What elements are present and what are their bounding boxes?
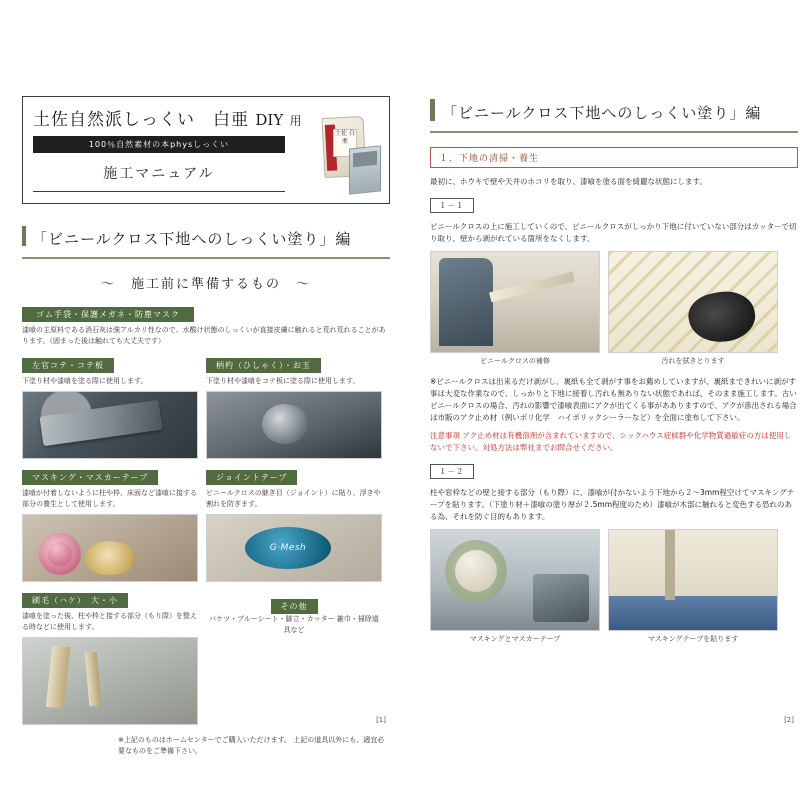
- item-trowel-label: 左官コテ・コテ板: [22, 358, 114, 373]
- substep-1-1-number: １－１: [430, 198, 474, 213]
- photo-row-2: [430, 529, 798, 644]
- item-gear: [22, 302, 390, 347]
- item-gear-label: ゴム手袋・保護メガネ・防塵マスク: [22, 307, 194, 322]
- photo-trowel: [22, 391, 198, 459]
- substep-1-2-text: 柱や窓枠などの壁と接する部分（もり際）に、漆喰が付かないよう下地から２～3mm程空けてマスキングテープを貼ります。（下塗り材＋漆喰の塗り厚が２.5mm程度のため）漆喰が木部に触れると変色する恐れのある為、それを防ぐ目的もあります。: [430, 488, 795, 521]
- item-masking-desc: 漆喰が付着しないように柱や枠、床面など漆喰に接する部分の養生として使用します。: [22, 489, 197, 508]
- photo-apply-masking-tape: [608, 529, 778, 631]
- item-brush-label: 刷毛（ハケ） 大・小: [22, 593, 128, 608]
- photo-block-tape-apply: [608, 529, 778, 644]
- step-intro: 最初に、ホウキで壁や天井のホコリを取り、漆喰を塗る面を綺麗な状態にします。: [430, 177, 707, 186]
- item-masking-label: マスキング・マスカーテープ: [22, 470, 158, 485]
- heading-accent-bar: [22, 226, 26, 246]
- photo-cross-repair-caption: ビニールクロスの補修: [480, 357, 550, 365]
- item-trowel: [22, 353, 198, 459]
- left-page-number: [1]: [376, 716, 386, 724]
- heading-accent-bar-right: [430, 99, 435, 121]
- left-chapter-heading: [22, 222, 390, 259]
- warning-note-label: 注意事項: [430, 431, 460, 440]
- cover-title-main: 土佐自然派しっくい 白亜: [33, 110, 249, 130]
- item-row-2: [22, 465, 390, 582]
- photo-block-wipe: [608, 251, 778, 366]
- left-note: ※上記のものはホームセンターでご購入いただけます。 上記の道具以外にも、適宜必要なものをご準備下さい。: [118, 736, 385, 755]
- right-chapter-title: 「ビニールクロス下地へのしっくい塗り」編: [442, 104, 762, 122]
- right-chapter-heading: [430, 96, 798, 133]
- photo-masking-and-masker: [430, 529, 600, 631]
- bag-label: 土佐 白亜: [333, 129, 357, 157]
- left-chapter-title: 「ビニールクロス下地へのしっくい塗り」編: [32, 230, 352, 248]
- item-row-3: [22, 588, 390, 725]
- item-masking: [22, 465, 198, 582]
- item-other-label: その他: [271, 599, 318, 614]
- warning-text: ※ビニールクロスは出来るだけ剥がし、裏紙も全て剥がす事をお薦めしていますが、裏紙まできれいに剥がす事は大変な作業なので、しっかりと下地に接着し汚れも無ありない状態であれば、そのまま施工します。古いビニールクロスの場合、汚れの影響で漆喰表面にアクが出てくる事があありますので、アクが滲出される場合は市販のアク止め材（例いポリ化学 ハイポリックシーラーなど）を全面に塗布して下さい。: [430, 377, 797, 422]
- product-photo: [319, 115, 381, 193]
- cover-divider: [33, 191, 285, 192]
- photo-masking-and-masker-caption: マスキングとマスカーテープ: [469, 635, 561, 643]
- item-row-1: [22, 353, 390, 459]
- photo-ladle: [206, 391, 382, 459]
- page-right: [430, 96, 798, 726]
- photo-block-repair: [430, 251, 600, 366]
- photo-masking-tape: [22, 514, 198, 582]
- cover-box: [22, 96, 390, 204]
- item-ladle-label: 柄杓（ひしゃく）・お玉: [206, 358, 321, 373]
- display-stand: [349, 145, 381, 194]
- item-joint-tape-label: ジョイントテープ: [206, 470, 297, 485]
- photo-joint-tape: [206, 514, 382, 582]
- photo-block-tape-set: [430, 529, 600, 644]
- photo-apply-masking-tape-caption: マスキングテープを貼ります: [647, 635, 739, 643]
- photo-brush: [22, 637, 198, 725]
- item-other: [206, 594, 382, 725]
- warning-note-body: アク止め材は有機溶剤が含まれていますので、シックハウス症候群や化学物質過敏症の方は使用しないで下さい。対処方法は弊社までお問合せください。: [430, 431, 792, 452]
- warning-note: [430, 430, 798, 454]
- substep-1-2-number: １－２: [430, 464, 474, 479]
- item-gear-desc: 漆喰の主原料である消石灰は強アルカリ性なので、水酸け状態のしっくいが直接皮膚に触れると荒れ荒れることがあります。（固まった後は触れても大丈夫です）: [22, 326, 386, 345]
- page-left: [22, 96, 390, 755]
- photo-row-1: [430, 251, 798, 366]
- cover-band: 100％自然素材の本physしっくい: [33, 136, 285, 153]
- photo-cross-repair: [430, 251, 600, 353]
- photo-wipe-dirt-caption: 汚れを拭きとります: [661, 357, 725, 365]
- photo-wipe-dirt: [608, 251, 778, 353]
- item-joint-tape-desc: ビニールクロスの継ぎ目（ジョイント）に貼り、浮きや割れを防ぎます。: [206, 489, 381, 508]
- item-joint-tape: [206, 465, 382, 582]
- item-ladle: [206, 353, 382, 459]
- prepare-title: ～ 施工前に準備するもの ～: [100, 277, 311, 292]
- item-other-desc: バケツ・ブルーシート・脚立・カッター 雑巾・掃除道具など: [209, 615, 379, 634]
- display-stand-top: [353, 151, 377, 168]
- right-page-number: [2]: [784, 716, 794, 724]
- substep-1-1-text: ビニールクロスの上に施工していくので、ビニールクロスがしっかり下地に付いていない部分はカッターで切り取り、壁から剥がれている箇所をなくします。: [430, 222, 797, 243]
- cover-title-diy: DIY: [255, 111, 284, 129]
- item-ladle-desc: 下塗り材や漆喰をコテ板に塗る際に使用します。: [206, 377, 360, 385]
- item-brush: [22, 588, 198, 725]
- cover-title-yo: 用: [289, 114, 303, 128]
- item-trowel-desc: 下塗り材や漆喰を塗る際に使用します。: [22, 377, 148, 385]
- item-brush-desc: 漆喰を塗った後、柱や枠と接する部分（もり際）を整える時などに使用します。: [22, 612, 197, 631]
- step-title: １．下地の清掃・養生: [430, 147, 798, 168]
- cover-subtitle: 施工マニュアル: [103, 166, 215, 182]
